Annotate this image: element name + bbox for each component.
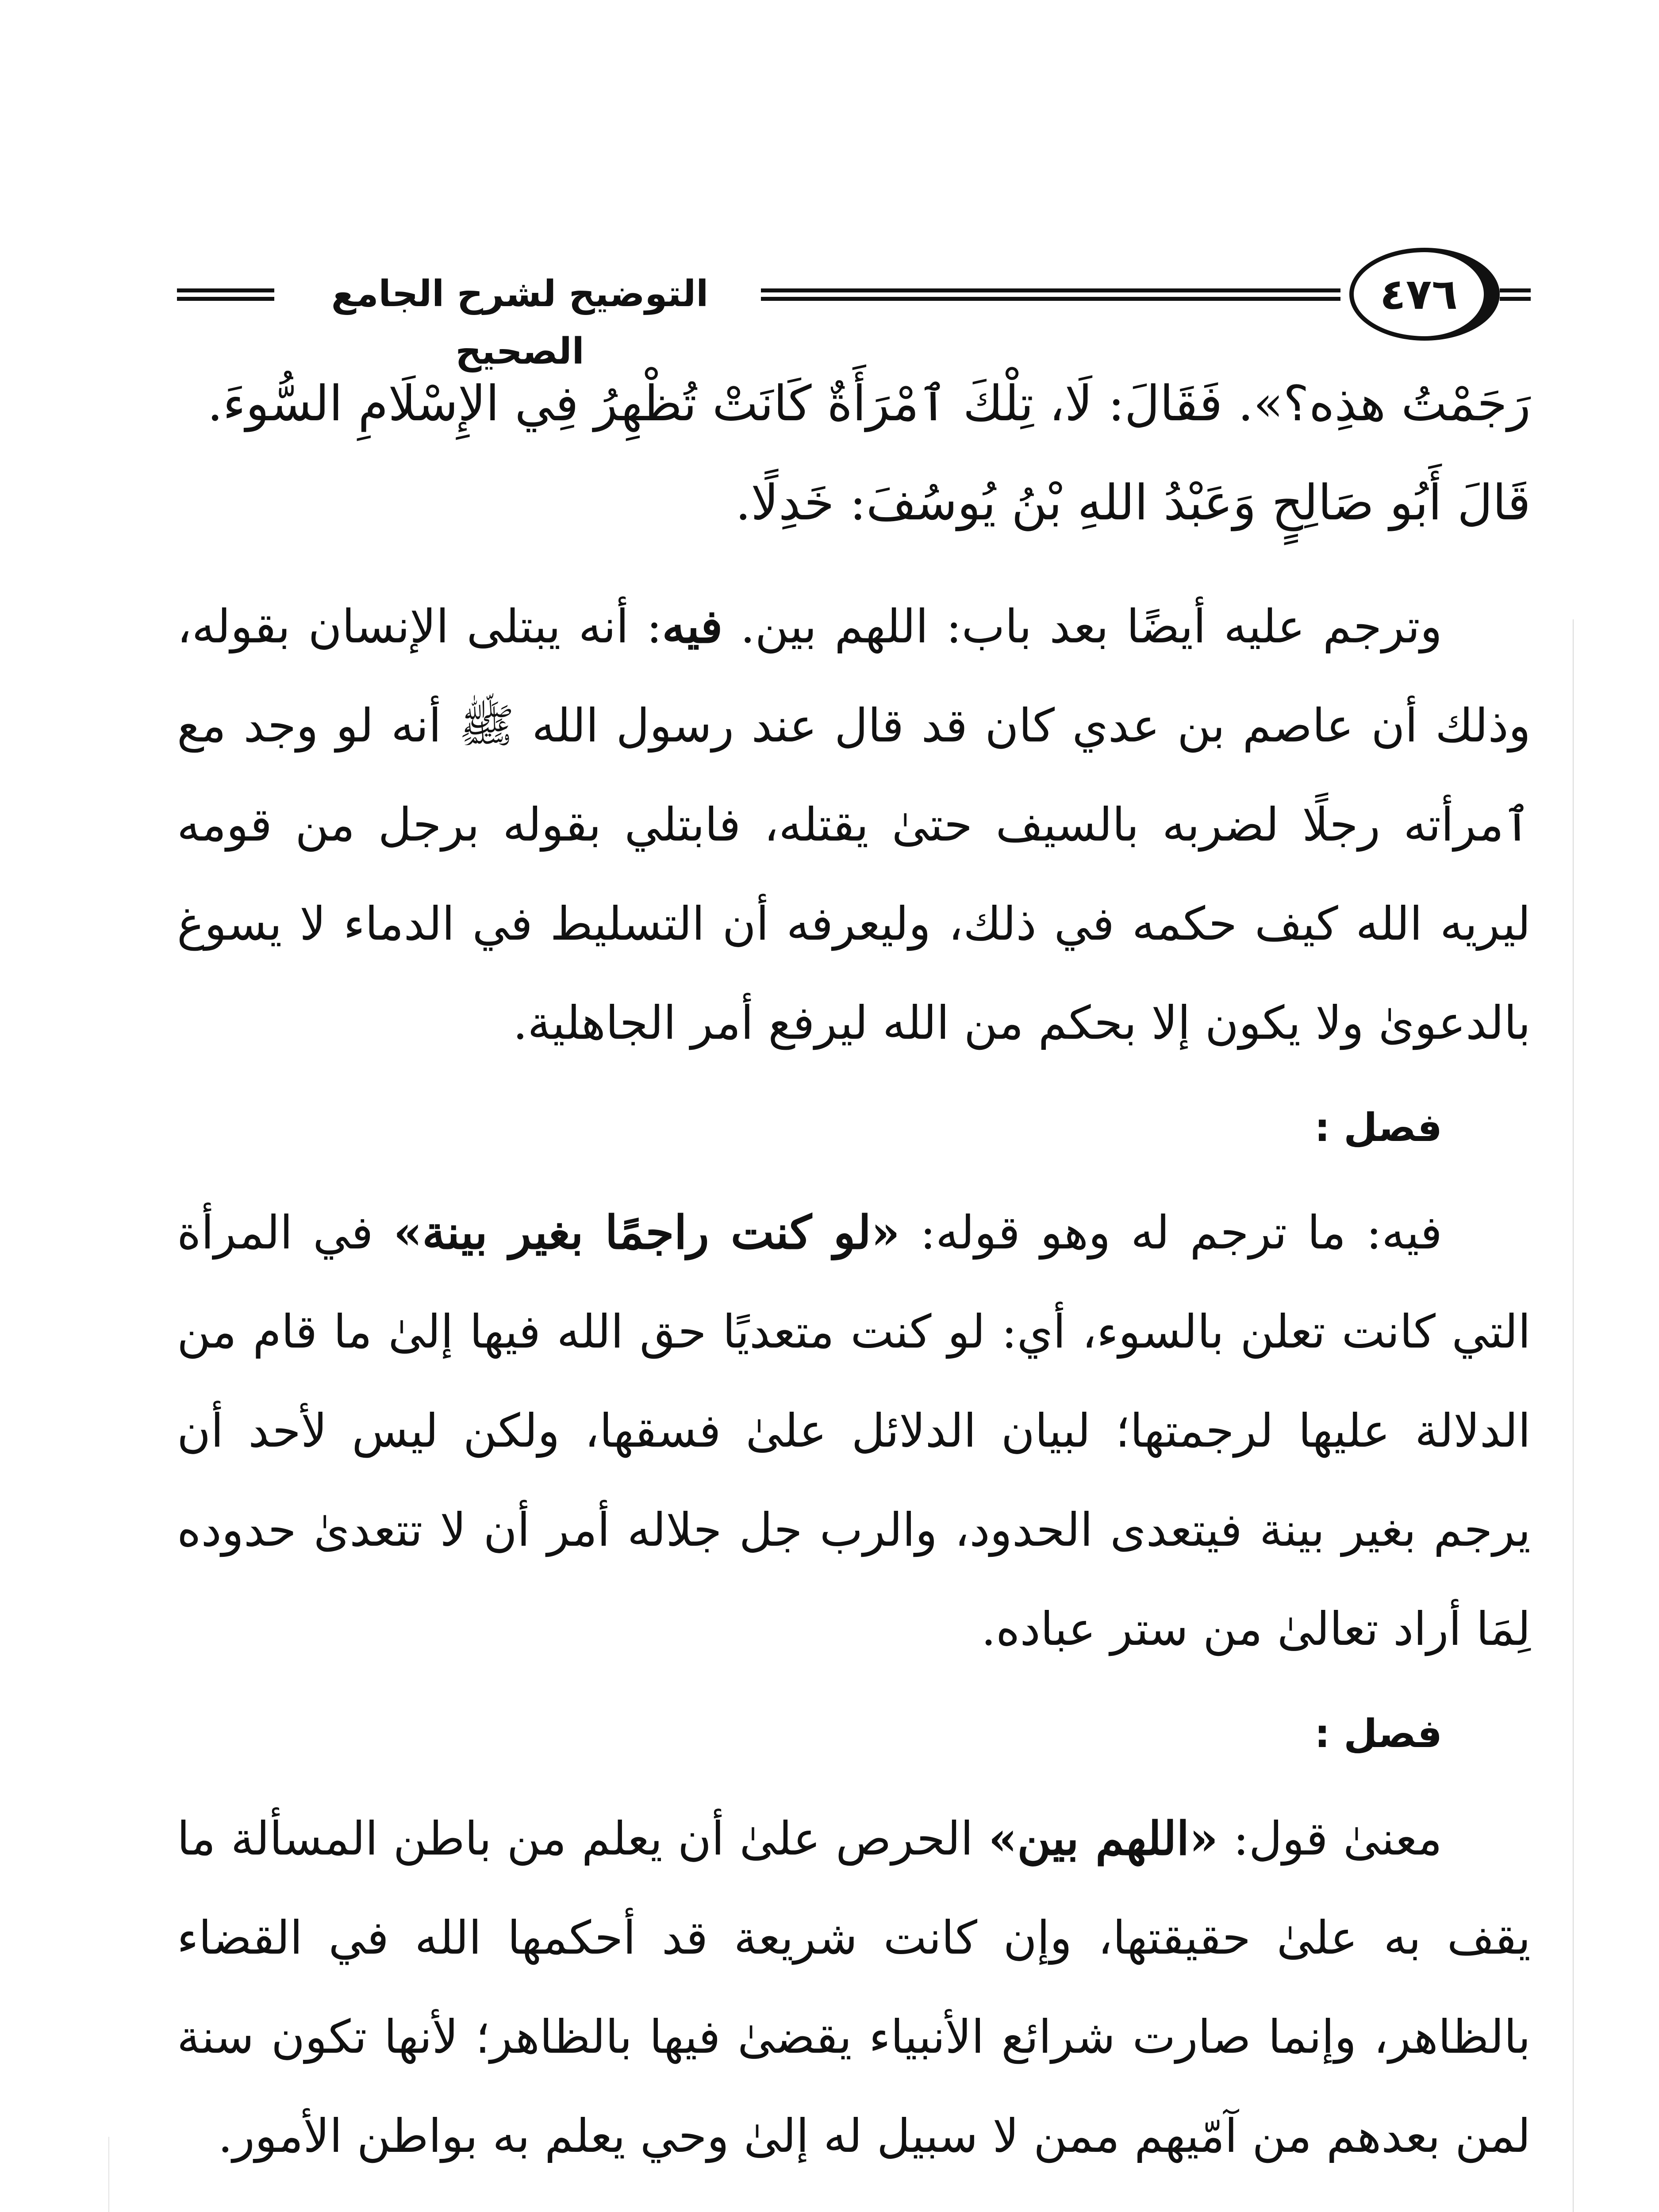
page-body — [177, 354, 1531, 2212]
scan-margin-line — [1573, 619, 1574, 2212]
section-heading-fasl-3 — [177, 2185, 1531, 2212]
scan-margin-line-left — [108, 2137, 109, 2212]
book-title: التوضيح لشرح الجامع الصحيح — [331, 273, 709, 373]
hadith-text-line-1: رَجَمْتُ هذِه؟». فَقَالَ: لَا، تِلْكَ ٱمْرَأَةٌ كَانَتْ تُظْهِرُ فِي الإِسْلَامِ السُّوءَ. — [207, 375, 1531, 432]
paragraph-1-text: : أنه يبتلى الإنسان بقوله، وذلك أن عاصم بن عدي كان قد قال عند رسول الله ﷺ أنه لو وجد مع ٱمرأته رجلًا لضربه بالسيف حتىٰ يقتله، فابتلي بقوله برجل من قومه ليريه الله كيف حكمه في ذلك، وليعرفه أن التسليط في الدماء لا يسوغ بالدعوىٰ ولا يكون إلا بحكم من الله ليرفع أمر الجاهلية. — [177, 599, 1531, 1050]
section-heading-fasl-1: فصل : — [1314, 1105, 1442, 1150]
paragraph-1-lead: وترجم عليه أيضًا بعد باب: اللهم بين. — [740, 599, 1443, 653]
hadith-text-line-2: قَالَ أَبُو صَالِحٍ وَعَبْدُ اللهِ بْنُ يُوسُفَ: خَدِلًا. — [735, 474, 1531, 531]
paragraph-2 — [177, 1183, 1531, 1678]
header-rule-right — [1500, 288, 1531, 301]
section-heading-fasl-2: فصل : — [1314, 1711, 1442, 1756]
header-rule-middle — [761, 288, 1340, 301]
running-header — [177, 248, 1531, 373]
paragraph-1 — [177, 577, 1531, 1072]
paragraph-1-fih: فيه — [662, 599, 723, 653]
paragraph-2-post: في المرأة التي كانت تعلن بالسوء، أي: لو كنت متعديًا حق الله فيها إلىٰ ما قام من الدلالة عليها لرجمتها؛ لبيان الدلائل علىٰ فسقها، ولكن ليس لأحد أن يرجم بغير بينة فيتعدى الحدود، والرب جل جلاله أمر أن لا تتعدىٰ حدوده لِمَا أراد تعالىٰ من ستر عباده. — [177, 1206, 1531, 1656]
paragraph-3-pre: معنىٰ قول: — [1218, 1812, 1443, 1866]
page-number: ٤٧٦ — [1349, 248, 1500, 341]
header-rule-left — [177, 288, 274, 301]
paragraph-3-quote: «اللهم بين» — [988, 1811, 1218, 1866]
paragraph-3-post: الحرص علىٰ أن يعلم من باطن المسألة ما يقف به علىٰ حقيقتها، وإن كانت شريعة قد أحكمها الله في القضاء بالظاهر، وإنما صارت شرائع الأنبياء يقضىٰ فيها بالظاهر؛ لأنها تكون سنة لمن بعدهم من آمّيهم ممن لا سبيل له إلىٰ وحي يعلم به بواطن الأمور. — [177, 1812, 1531, 2163]
paragraph-2-pre: فيه: ما ترجم له وهو قوله: — [900, 1206, 1442, 1260]
paragraph-2-quote: «لو كنت راجمًا بغير بينة» — [393, 1205, 900, 1260]
paragraph-3 — [177, 1789, 1531, 2185]
